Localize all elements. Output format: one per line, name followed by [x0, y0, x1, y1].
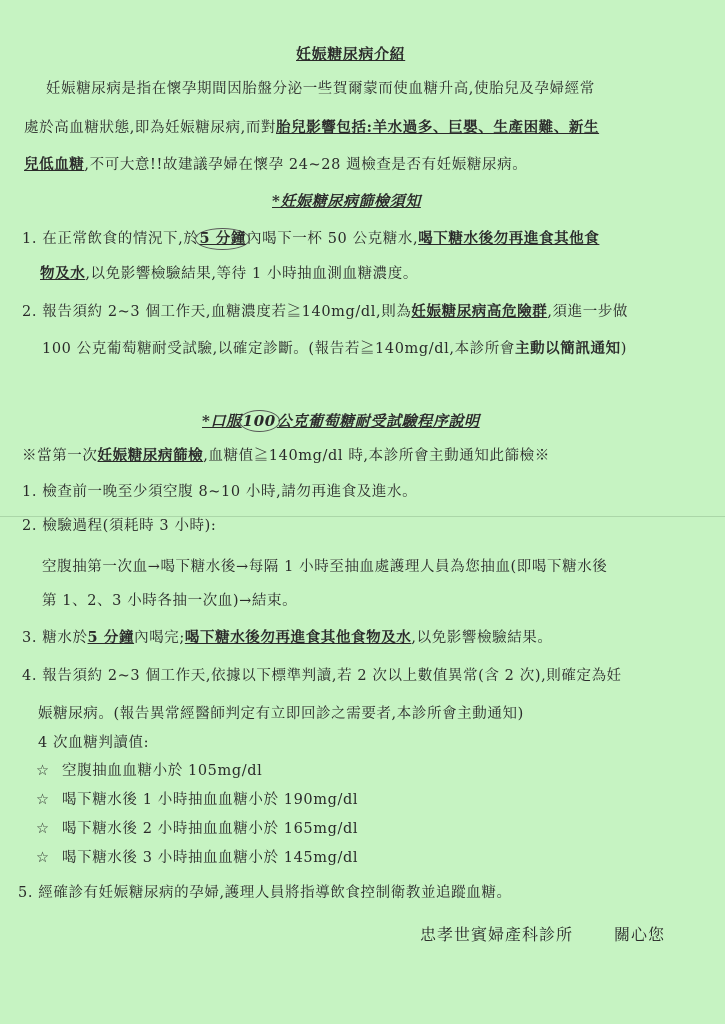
- ogtt-notice-text: ,血糖值≧140mg/dl 時,本診所會主動通知此篩檢※: [203, 448, 550, 464]
- five-minutes-highlight: 5 分鐘: [195, 228, 250, 250]
- ogtt-title: [202, 410, 480, 432]
- intro-text: ,不可大意!!故建議孕婦在懷孕 24~28 週檢查是否有妊娠糖尿病。: [84, 157, 528, 173]
- screening-text: 100 公克葡萄糖耐受試驗,以確定診斷。(報告若≧140mg/dl,本診所會: [42, 341, 515, 357]
- five-minutes-highlight: 5 分鐘: [87, 629, 135, 646]
- ogtt-step-3-text: 3. 糖水於: [22, 630, 88, 646]
- ogtt-notice: [22, 446, 550, 466]
- criteria-text: 喝下糖水後 1 小時抽血血糖小於 190mg/dl: [62, 792, 359, 808]
- criteria-text: 空腹抽血血糖小於 105mg/dl: [62, 763, 263, 779]
- no-food-warning: 喝下糖水後勿再進食其他食: [418, 230, 600, 247]
- ogtt-step-3: [22, 628, 553, 648]
- screening-item-2-line-2: [42, 339, 627, 359]
- screening-text: ,須進一步做: [547, 304, 629, 320]
- screening-text: ): [620, 341, 627, 357]
- criteria-heading: 4 次血糖判讀值:: [38, 735, 150, 751]
- closing-text: 關心您: [614, 925, 666, 944]
- intro-text: 處於高血糖狀態,即為妊娠糖尿病,而對: [24, 120, 277, 136]
- star-icon: ☆: [36, 821, 50, 837]
- intro-title: 妊娠糖尿病介紹: [296, 45, 406, 63]
- no-water-warning: 物及水: [40, 265, 86, 282]
- criteria-item: [36, 761, 262, 781]
- ogtt-step-3-text: 內喝完;: [134, 630, 185, 646]
- intro-paragraph-line-1: 妊娠糖尿病是指在懷孕期間因胎盤分泌一些賀爾蒙而使血糖升高,使胎兒及孕婦經常: [46, 81, 595, 97]
- ogtt-title-part: 公克葡萄糖耐受試驗程序說明: [276, 412, 480, 430]
- ogtt-step-4-line-2: 娠糖尿病。(報告異常經醫師判定有立即回診之需要者,本診所會主動通知): [38, 706, 524, 722]
- screening-item-1-line-2: [40, 264, 418, 284]
- star-icon: ☆: [36, 850, 50, 866]
- sms-notice-highlight: 主動以簡訊通知: [514, 340, 621, 357]
- high-risk-group-highlight: 妊娠糖尿病高危險群: [411, 303, 548, 320]
- criteria-item: [36, 819, 358, 839]
- ogtt-step-3-text: ,以免影響檢驗結果。: [411, 630, 553, 646]
- screening-item-1-line-1: [22, 228, 599, 250]
- screening-text: 1. 在正常飲食的情況下,於: [22, 231, 199, 247]
- screening-text: ,以免影響檢驗結果,等待 1 小時抽血測血糖濃度。: [85, 266, 418, 282]
- ogtt-step-2-line-1: 2. 檢驗過程(須耗時 3 小時):: [22, 518, 217, 534]
- fetal-effects-highlight: 胎兒影響包括:羊水過多、巨嬰、生產困難、新生: [276, 119, 600, 136]
- intro-paragraph-line-3: [24, 155, 527, 175]
- star-icon: ☆: [36, 763, 50, 779]
- ogtt-notice-text: ※當第一次: [22, 448, 98, 464]
- ogtt-step-2-line-2: 空腹抽第一次血→喝下糖水後→每隔 1 小時至抽血處護理人員為您抽血(即喝下糖水後: [42, 559, 608, 575]
- no-food-warning: 喝下糖水後勿再進食其他食物及水: [184, 629, 412, 646]
- criteria-text: 喝下糖水後 3 小時抽血血糖小於 145mg/dl: [62, 850, 359, 866]
- ogtt-100-circled: 100: [239, 410, 280, 432]
- ogtt-step-1: 1. 檢查前一晚至少須空腹 8~10 小時,請勿再進食及進水。: [22, 484, 418, 500]
- screening-highlight: 妊娠糖尿病篩檢: [97, 447, 204, 464]
- screening-text: 2. 報告須約 2~3 個工作天,血糖濃度若≧140mg/dl,則為: [22, 304, 412, 320]
- screening-text: 內喝下一杯 50 公克糖水,: [247, 231, 419, 247]
- ogtt-step-2-line-3: 第 1、2、3 小時各抽一次血)→結束。: [42, 593, 298, 609]
- screening-item-2-line-1: [22, 302, 628, 322]
- clinic-name: 忠孝世賓婦產科診所: [420, 925, 574, 944]
- neonatal-hypoglycemia-highlight: 兒低血糖: [24, 156, 85, 173]
- criteria-item: [36, 848, 358, 868]
- criteria-text: 喝下糖水後 2 小時抽血血糖小於 165mg/dl: [62, 821, 359, 837]
- screening-title: *妊娠糖尿病篩檢須知: [272, 192, 421, 210]
- intro-paragraph-line-2: [24, 118, 599, 138]
- ogtt-step-5: 5. 經確診有妊娠糖尿病的孕婦,護理人員將指導飲食控制衛教並追蹤血糖。: [18, 885, 512, 901]
- ogtt-step-4-line-1: 4. 報告須約 2~3 個工作天,依據以下標準判讀,若 2 次以上數值異常(含 2 次),則確定為妊: [22, 668, 622, 684]
- star-icon: ☆: [36, 792, 50, 808]
- ogtt-title-part: *口服: [202, 412, 242, 430]
- criteria-item: [36, 790, 358, 810]
